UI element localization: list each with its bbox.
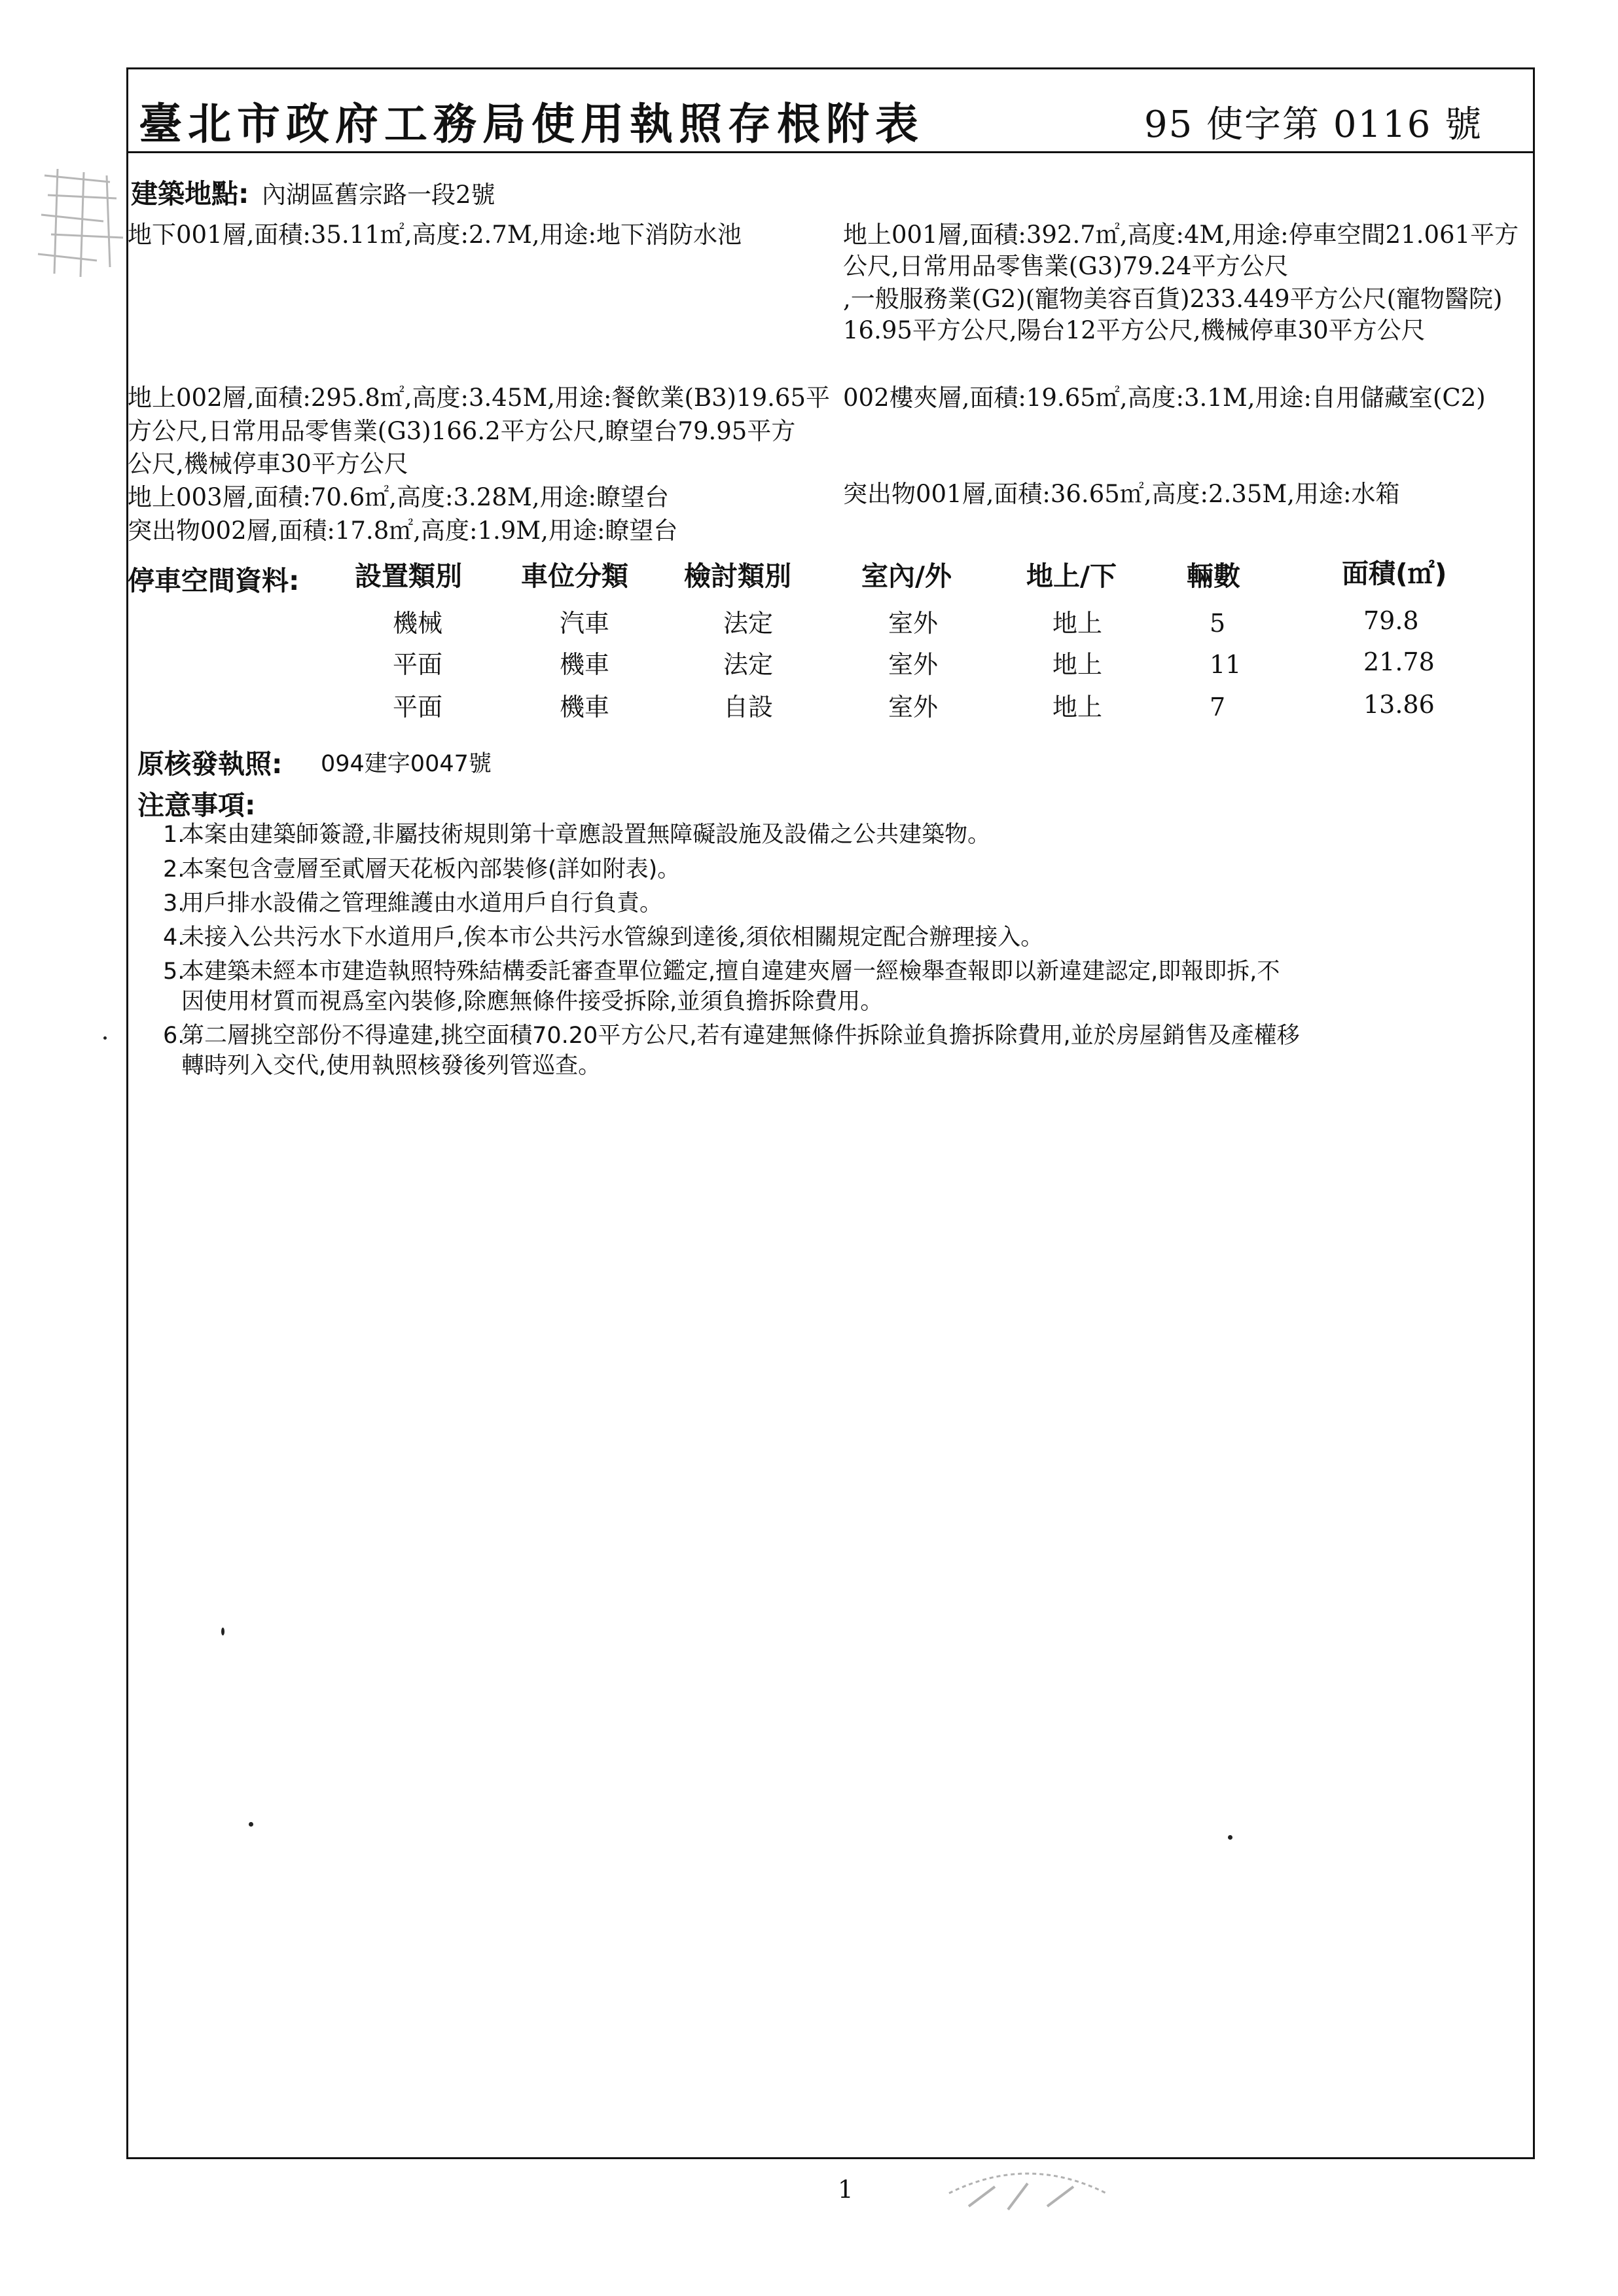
note-5: 5.本建築未經本市建造執照特殊結構委託審查單位鑑定,擅自違建夾層一經檢舉查報即以新違建認定,即報即拆,不 <box>163 958 1280 985</box>
row-2-area: 21.78 <box>1363 647 1435 676</box>
row-2-install: 平面 <box>393 650 443 679</box>
header-review-type: 檢討類別 <box>684 560 791 592</box>
note-6: 6.第二層挑空部份不得違建,挑空面積70.20平方公尺,若有違建無條件拆除並負擔拆除費用,並於房屋銷售及產權移 <box>163 1023 1300 1049</box>
site-address: 內湖區舊宗路一段2號 <box>262 181 495 209</box>
floor-2-line-3: 公尺,機械停車30平方公尺 <box>128 450 408 478</box>
scan-speck <box>103 1036 107 1040</box>
row-2-count: 11 <box>1210 650 1242 679</box>
row-2-review: 法定 <box>723 650 774 679</box>
form-title: 臺北市政府工務局使用執照存根附表 <box>139 98 924 149</box>
note-3: 3.用戶排水設備之管理維護由水道用戶自行負責。 <box>163 890 663 917</box>
row-3-inout: 室外 <box>888 693 939 721</box>
row-3-area: 13.86 <box>1363 690 1435 719</box>
row-1-inout: 室外 <box>888 609 939 638</box>
header-above-below: 地上/下 <box>1026 560 1117 592</box>
floor-b1: 地下001層,面積:35.11㎡,高度:2.7M,用途:地下消防水池 <box>128 221 742 249</box>
row-3-review: 自設 <box>723 693 774 721</box>
note-4: 4.未接入公共污水下水道用戶,俟本市公共污水管線到達後,須依相關規定配合辦理接入。 <box>163 924 1044 951</box>
floor-1-line-2: 公尺,日常用品零售業(G3)79.24平方公尺 <box>843 252 1289 280</box>
row-1-space: 汽車 <box>560 609 610 638</box>
stamp-mark <box>31 162 130 280</box>
floor-1-line-1: 地上001層,面積:392.7㎡,高度:4M,用途:停車空間21.061平方 <box>843 221 1519 249</box>
page-number: 1 <box>838 2176 854 2204</box>
floor-2-line-2: 方公尺,日常用品零售業(G3)166.2平方公尺,瞭望台79.95平方 <box>128 417 796 445</box>
header-vehicle-count: 輛數 <box>1187 560 1240 592</box>
penthouse-1: 突出物001層,面積:36.65㎡,高度:2.35M,用途:水箱 <box>843 480 1400 508</box>
seal-mark <box>943 2160 1113 2219</box>
row-1-install: 機械 <box>393 609 443 638</box>
row-3-count: 7 <box>1210 693 1226 721</box>
original-permit-number: 094建字0047號 <box>321 751 492 777</box>
penthouse-2: 突出物002層,面積:17.8㎡,高度:1.9M,用途:瞭望台 <box>128 517 678 545</box>
note-6-cont: 轉時列入交代,使用執照核發後列管巡查。 <box>181 1053 602 1079</box>
parking-label: 停車空間資料: <box>128 565 300 596</box>
scan-speck <box>221 1628 225 1635</box>
row-2-inout: 室外 <box>888 650 939 679</box>
permit-number: 95 使字第 0116 號 <box>1144 103 1483 146</box>
original-permit-label: 原核發執照: <box>137 748 283 780</box>
row-3-level: 地上 <box>1052 693 1103 721</box>
header-install-type: 設置類別 <box>355 560 462 592</box>
header-area: 面積(㎡) <box>1342 558 1447 589</box>
notes-title: 注意事項: <box>137 790 256 821</box>
floor-1-line-3: ,一般服務業(G2)(寵物美容百貨)233.449平方公尺(寵物醫院) <box>843 285 1503 313</box>
row-1-area: 79.8 <box>1363 606 1419 635</box>
row-1-level: 地上 <box>1052 609 1103 638</box>
header-space-type: 車位分類 <box>521 560 628 592</box>
note-2: 2.本案包含壹層至貳層天花板內部裝修(詳如附表)。 <box>163 856 681 883</box>
note-1: 1.本案由建築師簽證,非屬技術規則第十章應設置無障礙設施及設備之公共建築物。 <box>163 822 991 848</box>
floor-2-line-1: 地上002層,面積:295.8㎡,高度:3.45M,用途:餐飲業(B3)19.65平 <box>128 384 831 412</box>
row-1-review: 法定 <box>723 609 774 638</box>
site-label: 建築地點: <box>131 178 249 210</box>
note-5-cont: 因使用材質而視爲室內裝修,除應無條件接受拆除,並須負擔拆除費用。 <box>181 989 884 1015</box>
floor-3: 地上003層,面積:70.6㎡,高度:3.28M,用途:瞭望台 <box>128 483 669 511</box>
row-3-space: 機車 <box>560 693 610 721</box>
row-2-space: 機車 <box>560 650 610 679</box>
floor-1-line-4: 16.95平方公尺,陽台12平方公尺,機械停車30平方公尺 <box>843 316 1426 344</box>
row-1-count: 5 <box>1210 609 1226 638</box>
header-indoor-outdoor: 室內/外 <box>861 560 952 592</box>
row-2-level: 地上 <box>1052 650 1103 679</box>
mezzanine-2: 002樓夾層,面積:19.65㎡,高度:3.1M,用途:自用儲藏室(C2) <box>843 384 1486 412</box>
form-frame <box>126 67 1535 2159</box>
scan-speck <box>249 1822 253 1827</box>
row-3-install: 平面 <box>393 693 443 721</box>
scan-speck <box>1228 1835 1232 1840</box>
